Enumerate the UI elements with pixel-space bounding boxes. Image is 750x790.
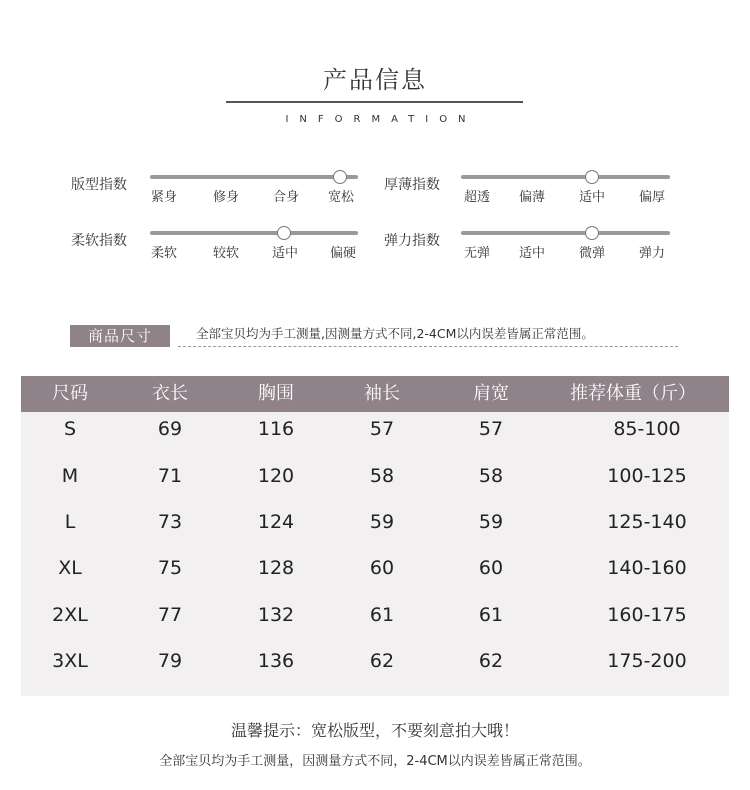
table-cell: 132: [257, 604, 295, 626]
table-cell: 128: [257, 557, 295, 579]
page-subtitle: INFORMATION: [285, 114, 477, 125]
index-knob: [333, 170, 347, 184]
index-option: 微弹: [578, 246, 606, 261]
index-label: 厚薄指数: [384, 177, 440, 193]
footer-note: 全部宝贝均为手工测量，因测量方式不同，2-4CM以内误差皆属正常范围。: [159, 754, 591, 769]
table-cell: 57: [478, 418, 504, 440]
size-section-note: 全部宝贝均为手工测量,因测量方式不同,2-4CM以内误差皆属正常范围。: [196, 326, 594, 341]
index-knob: [585, 226, 599, 240]
table-cell: 58: [478, 465, 504, 487]
table-cell: 2XL: [52, 604, 88, 626]
table-cell: 175-200: [607, 650, 687, 672]
index-label: 柔软指数: [71, 233, 127, 249]
table-cell: XL: [58, 557, 82, 579]
index-track: [461, 231, 670, 235]
index-option: 较软: [212, 246, 240, 261]
table-cell: 3XL: [52, 650, 88, 672]
index-option: 宽松: [327, 190, 355, 205]
table-cell: 85-100: [613, 418, 681, 440]
table-cell: 75: [157, 557, 183, 579]
index-track: [150, 175, 358, 179]
index-option: 适中: [271, 246, 299, 261]
index-option: 紧身: [150, 190, 178, 205]
table-cell: 160-175: [607, 604, 687, 626]
page-title: 产品信息: [323, 66, 427, 94]
footer-tip: 温馨提示：宽松版型，不要刻意拍大哦！: [230, 721, 519, 740]
table-cell: 62: [478, 650, 504, 672]
table-cell: 136: [257, 650, 295, 672]
table-cell: 124: [257, 511, 295, 533]
size-table: [21, 376, 729, 696]
size-section-divider: [178, 346, 678, 347]
table-cell: 116: [257, 418, 295, 440]
index-track: [150, 231, 358, 235]
index-option: 无弹: [463, 246, 491, 261]
table-cell: 60: [478, 557, 504, 579]
index-knob: [585, 170, 599, 184]
table-header: [21, 376, 729, 412]
table-cell: 61: [369, 604, 395, 626]
index-option: 修身: [212, 190, 240, 205]
title-divider: [226, 101, 523, 103]
table-cell: 71: [157, 465, 183, 487]
index-label: 弹力指数: [384, 233, 440, 249]
column-header: 尺码: [52, 383, 88, 404]
index-option: 偏薄: [518, 190, 546, 205]
table-cell: 100-125: [607, 465, 687, 487]
column-header: 肩宽: [473, 383, 509, 404]
index-option: 适中: [518, 246, 546, 261]
table-cell: L: [64, 511, 76, 533]
index-option: 偏厚: [638, 190, 666, 205]
index-option: 弹力: [638, 246, 666, 261]
table-cell: 59: [369, 511, 395, 533]
table-cell: M: [61, 465, 79, 487]
index-option: 偏硬: [329, 246, 357, 261]
table-cell: S: [63, 418, 77, 440]
table-cell: 60: [369, 557, 395, 579]
table-cell: 140-160: [607, 557, 687, 579]
table-cell: 58: [369, 465, 395, 487]
index-track: [461, 175, 670, 179]
table-cell: 73: [157, 511, 183, 533]
index-knob: [277, 226, 291, 240]
column-header: 袖长: [364, 383, 400, 404]
table-cell: 120: [257, 465, 295, 487]
table-cell: 62: [369, 650, 395, 672]
column-header: 衣长: [152, 383, 188, 404]
table-cell: 69: [157, 418, 183, 440]
table-cell: 79: [157, 650, 183, 672]
table-cell: 61: [478, 604, 504, 626]
size-section-tag: 商品尺寸: [70, 325, 170, 347]
table-cell: 59: [478, 511, 504, 533]
index-label: 版型指数: [71, 177, 127, 193]
index-option: 超透: [463, 190, 491, 205]
table-cell: 57: [369, 418, 395, 440]
index-option: 适中: [578, 190, 606, 205]
column-header: 推荐体重（斤）: [570, 383, 696, 404]
table-cell: 77: [157, 604, 183, 626]
index-option: 柔软: [150, 246, 178, 261]
column-header: 胸围: [258, 383, 294, 404]
index-option: 合身: [272, 190, 300, 205]
table-cell: 125-140: [607, 511, 687, 533]
